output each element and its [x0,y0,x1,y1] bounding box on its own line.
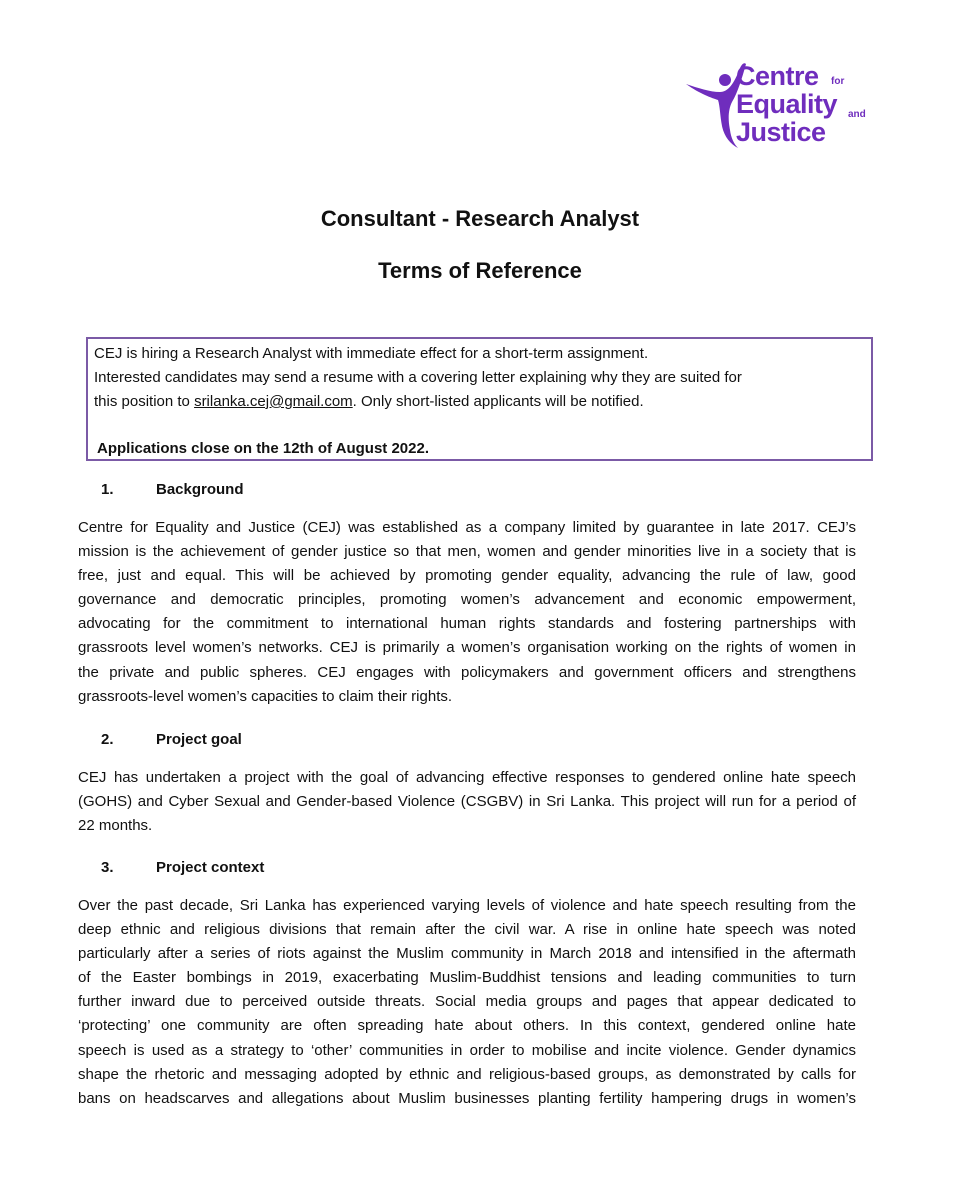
notice-line [94,392,644,412]
notice-line: Interested candidates may send a resume with a covering letter explaining why they are suited for [94,369,742,386]
paragraph-line: governance and democratic principles, promoting women’s advancement and economic empowerment, [78,591,856,609]
logo-word-and: and [848,109,866,120]
logo-word-centre: Centre [736,61,819,91]
paragraph-line: ‘protecting’ one community are often spreading hate about others. In this context, gendered online hate [78,1017,856,1035]
page-title: Consultant - Research Analyst [320,206,640,231]
section-heading-background: Background [156,481,244,498]
paragraph-line: shape the rhetoric and messaging adopted by ethnic and religious-based groups, as demonstrated by calls for [78,1065,856,1083]
paragraph-line: free, just and equal. This will be achieved by promoting gender equality, advancing the rule of law, good [78,567,856,585]
section-number: 3. [101,859,114,876]
logo-word-for: for [831,76,845,87]
section-number: 1. [101,481,114,498]
paragraph-line: grassroots level women’s networks. CEJ is primarily a women’s organisation working on the rights of women in [78,639,856,657]
logo-word-equality: Equality [736,89,838,119]
section-body-background [78,516,856,709]
paragraph-line: the private and public spheres. CEJ engages with policymakers and government officers and strengthens [78,663,856,681]
section-number: 2. [101,731,114,748]
paragraph-line: bans on headscarves and allegations about Muslim businesses planting fertility hampering drugs in women’s [78,1089,856,1107]
paragraph-line: mission is the achievement of gender justice so that men, women and gender minorities live in a society that is [78,543,856,561]
paragraph-line: of the Easter bombings in 2019, exacerbating Muslim-Buddhist tensions and leading communities to turn [78,969,856,987]
section-heading-project-context: Project context [156,859,265,876]
paragraph-line: Centre for Equality and Justice (CEJ) was established as a company limited by guarantee in late 2017. CEJ’s [78,519,856,536]
logo-word-justice: Justice [736,117,826,147]
notice-box [86,337,873,461]
section-body-project-context [78,894,856,1111]
paragraph-line: grassroots-level women’s capacities to claim their rights. [78,687,453,705]
paragraph-line: Over the past decade, Sri Lanka has experienced varying levels of violence and hate speech resulting from the [78,897,856,914]
paragraph-line: particularly after a series of riots against the Muslim community in March 2018 and intensified in the aftermath [78,945,856,963]
email-link[interactable]: srilanka.cej@gmail.com [194,393,353,410]
section-heading-project-goal: Project goal [156,731,242,748]
page-subtitle: Terms of Reference [378,258,582,283]
cej-logo [684,58,884,150]
paragraph-line: further inward due to perceived outside threats. Social media groups and pages that appear dedicated to [78,993,856,1011]
notice-text: this position to [94,393,195,410]
notice-line: CEJ is hiring a Research Analyst with immediate effect for a short-term assignment. [94,345,649,362]
paragraph-line: CEJ has undertaken a project with the goal of advancing effective responses to gendered online hate speech [78,769,856,786]
paragraph-line: advocating for the commitment to international human rights standards and fostering partnerships with [78,615,856,633]
paragraph-line: speech is used as a strategy to ‘other’ communities in order to mobilise and incite violence. Gender dynamics [78,1041,856,1059]
paragraph-line: (GOHS) and Cyber Sexual and Gender-based Violence (CSGBV) in Sri Lanka. This project will run for a period of [78,793,856,811]
notice-text: . Only short-listed applicants will be notified. [352,393,644,410]
paragraph-line: deep ethnic and religious divisions that remain after the civil war. A rise in online hate speech was noted [78,921,856,939]
paragraph-line: 22 months. [78,817,153,835]
section-body-project-goal [78,766,856,838]
application-deadline: Applications close on the 12th of August 2022. [97,440,429,457]
